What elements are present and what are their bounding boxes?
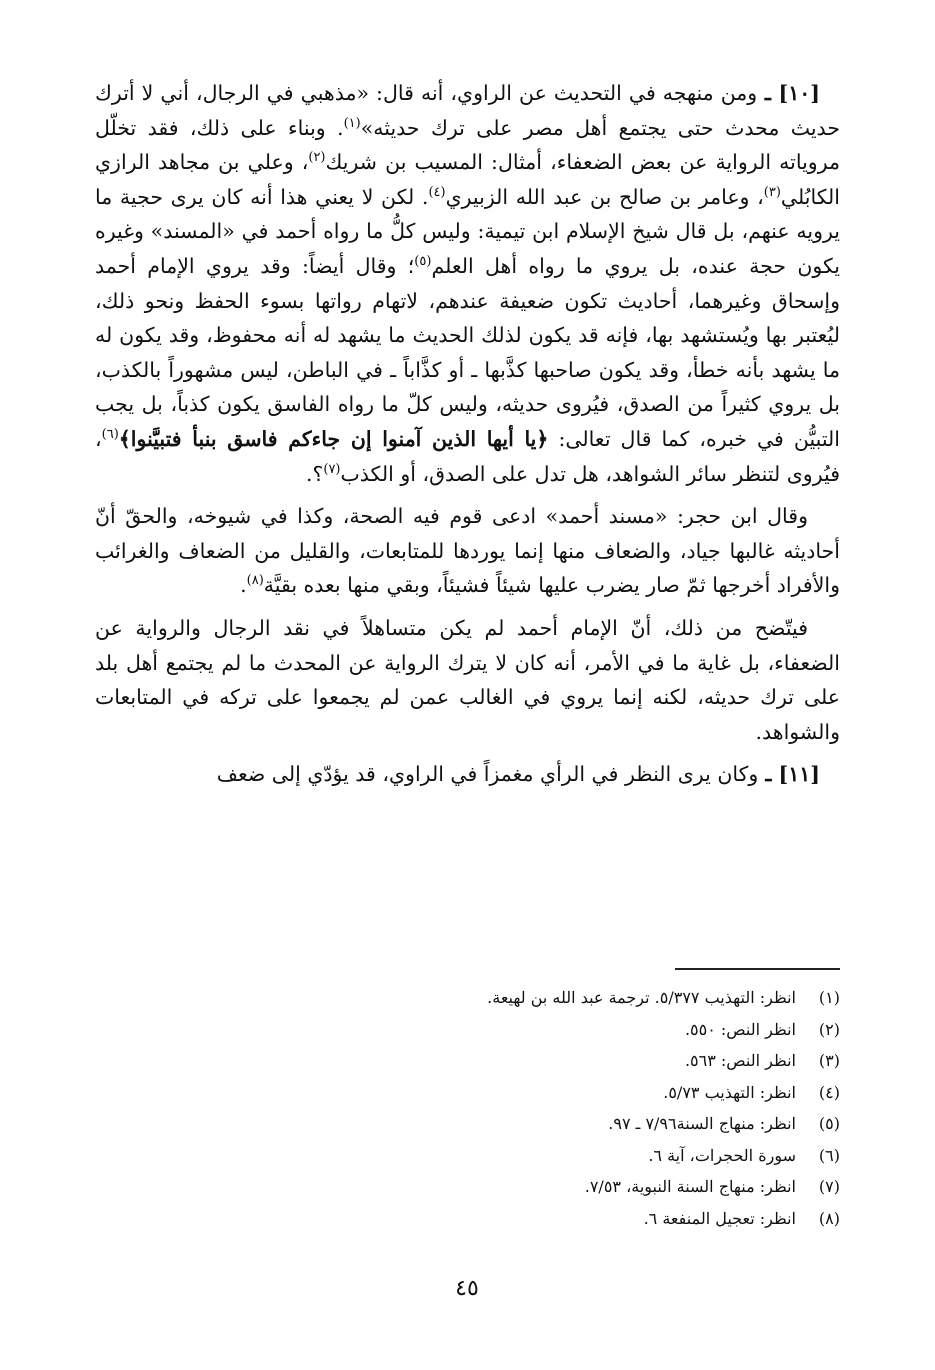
- footnote-reference: (٢): [308, 150, 326, 166]
- paragraph-p10: [95, 76, 840, 491]
- paragraph-p-conclusion: [95, 611, 840, 749]
- section-number: [١١] ـ: [758, 762, 820, 787]
- footnote-item: [95, 982, 840, 1014]
- text-run: . وبناء على ذلك، فقد تخلّل مروياته الرواية عن بعض الضعفاء، أمثال: المسيب بن شريك: [95, 115, 840, 175]
- footnote-number: (٥): [818, 1114, 840, 1133]
- paragraph-text: [95, 76, 840, 491]
- text-run: .: [240, 573, 247, 598]
- footnote-reference: (٨): [246, 573, 264, 589]
- footnote-number: (٨): [818, 1208, 840, 1228]
- page-number: ٤٥: [455, 1276, 479, 1301]
- footnotes: [95, 982, 840, 1234]
- footnote-reference: (١): [343, 115, 361, 131]
- footnote-number: (٤): [818, 1082, 840, 1102]
- text-run: ؟.: [305, 461, 324, 486]
- text-run: وقال ابن حجر: «مسند أحمد» ادعى قوم فيه الصحة، وكذا في شيوخه، والحقّ أنّ أحاديثه غالبها جياد، والضعاف منها إنما يوردها للمتابعات، والقليل من الضعاف والغرائب والأفراد أخرجها ثمّ صار يضرب عليها شيئاً فشيئاً، وبقي منها بعده بقيَّة: [95, 504, 840, 598]
- footnote-text: انظر: منهاج السنة٧/٩٦ ـ ٩٧.: [608, 1114, 796, 1133]
- footnote-item: [95, 1077, 840, 1109]
- footnote-number: (٢): [818, 1019, 840, 1039]
- footnote-text: انظر النص: ٥٦٣.: [684, 1051, 796, 1070]
- text-run: وكان يرى النظر في الرأي مغمزاً في الراوي، قد يؤدّي إلى ضعف: [216, 762, 759, 787]
- footnote-text: انظر: التهذيب ٥/٣٧٧. ترجمة عبد الله بن لهيعة.: [487, 988, 796, 1007]
- text-run: ومن منهجه في التحديث عن الراوي، أنه قال: «مذهبي في الرجال، أني لا أترك حديث محدث حتى يجتمع أهل مصر على ترك حديثه»: [95, 81, 840, 140]
- paragraph-p11: [95, 757, 840, 792]
- footnote-item: [95, 1171, 840, 1203]
- footnote-reference: (٧): [323, 461, 341, 477]
- footnote-text: انظر: منهاج السنة النبوية، ٧/٥٣.: [584, 1177, 796, 1196]
- text-run: . لكن لا يعني هذا أنه كان يرى حجية ما يرويه عنهم، بل قال شيخ الإسلام ابن تيمية: وليس كلُّ ما رواه أحمد في «المسند» وغيره يكون حجة عنده، بل يروي ما رواه أهل العلم: [95, 184, 841, 278]
- footnote-text: انظر: التهذيب ٥/٧٣.: [663, 1082, 796, 1102]
- paragraph-text: [95, 611, 840, 749]
- footnote-reference: (٤): [428, 184, 446, 200]
- text-run: فيتّضح من ذلك، أنّ الإمام أحمد لم يكن متساهلاً في نقد الرجال والرواية عن الضعفاء، بل غاية ما في الأمر، أنه كان لا يترك الرواية عن المحدث ما لم يجتمع أهل بلد على ترك حديثه، لكنه إنما يروي في الغالب عمن لم يجمعوا على تركه في المتابعات والشواهد.: [95, 615, 840, 744]
- footnote-item: [95, 1014, 840, 1046]
- main-text: [95, 76, 840, 800]
- footnote-text: انظر: تعجيل المنفعة ٦.: [643, 1208, 796, 1228]
- footnote-reference: (٦): [101, 427, 119, 443]
- footnote-number: (١): [818, 988, 840, 1007]
- paragraph-text: [95, 757, 840, 792]
- footnote-text: انظر النص: ٥٥٠.: [684, 1019, 796, 1039]
- text-run: ، وعامر بن صالح بن عبد الله الزبيري: [445, 184, 764, 209]
- quran-verse: ﴿يا أيها الذين آمنوا إن جاءكم فاسق بنبأ فتبيَّنوا﴾: [118, 426, 549, 451]
- footnote-item: [95, 1140, 840, 1172]
- footnote-number: (٦): [818, 1145, 840, 1165]
- text-run: ، فيُروى لتنظر سائر الشواهد، هل تدل على الصدق، أو الكذب: [95, 426, 840, 486]
- footnote-separator: [675, 968, 840, 970]
- paragraph-list: [95, 76, 840, 792]
- footnote-item: [95, 1045, 840, 1077]
- paragraph-p-ibn-hajar: [95, 499, 840, 603]
- footnote-reference: (٥): [414, 254, 432, 270]
- footnote-item: [95, 1203, 840, 1235]
- footnote-item: [95, 1108, 840, 1140]
- footnote-reference: (٣): [763, 184, 781, 200]
- footnote-text: سورة الحجرات، آية ٦.: [648, 1145, 796, 1165]
- text-run: ، وعلي بن مجاهد الرازي الكابُلي: [95, 150, 840, 209]
- footnote-number: (٣): [818, 1051, 840, 1070]
- paragraph-text: [95, 499, 840, 603]
- section-number: [١٠] ـ: [757, 81, 820, 105]
- footnote-number: (٧): [818, 1177, 840, 1196]
- text-run: ؛ وقال أيضاً: وقد يروي الإمام أحمد وإسحاق وغيرهما، أحاديث تكون ضعيفة عندهم، لاتهام رواتها بسوء الحفظ ونحو ذلك، ليُعتبر بها ويُستشهد بها، فإنه قد يكون لذلك الحديث ما يشهد له أنه محفوظ، وقد يكون له ما يشهد بأنه خطأ، وقد يكون صاحبها كذَّبها ـ أو كذَّاباً ـ في الباطن، ليس مشهوراً بالكذب، بل يروي كثيراً من الصدق، فيُروى حديثه، وليس كلّ ما رواه الفاسق يكون كذباً، بل يجب التبيُّن في خبره، كما قال تعالى:: [95, 253, 840, 451]
